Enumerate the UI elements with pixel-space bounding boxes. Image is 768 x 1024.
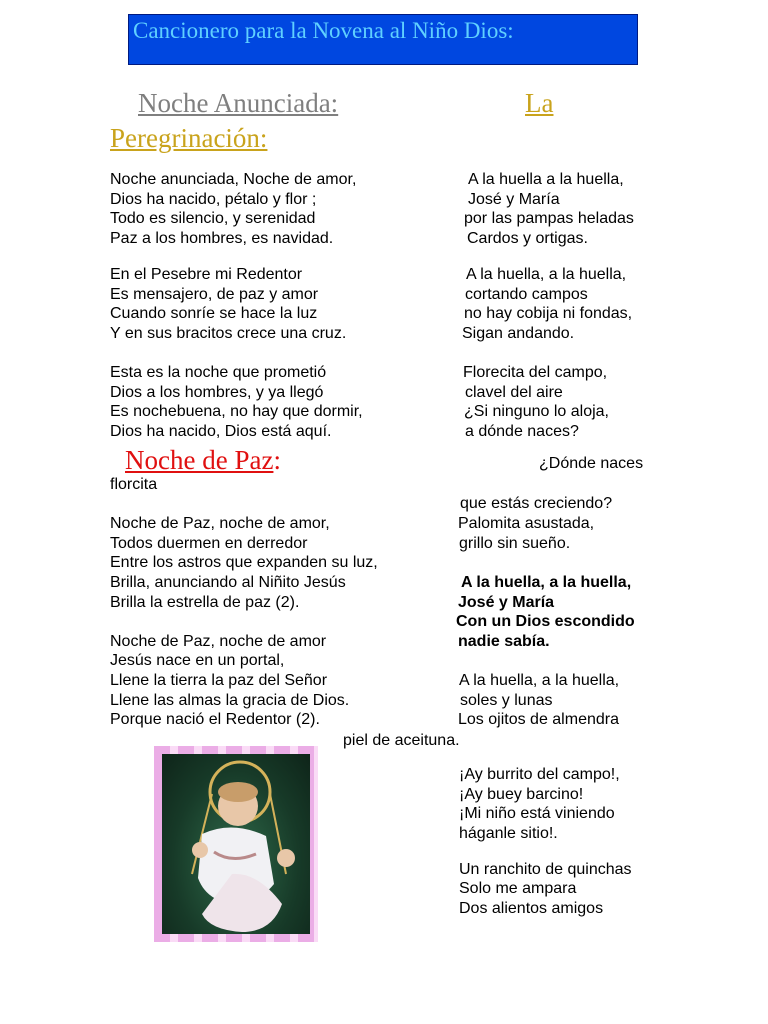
lyric-line: Florecita del campo, xyxy=(463,364,608,381)
lyric-line: Es nochebuena, no hay que dormir, xyxy=(110,403,363,420)
heading-peregrinacion: Peregrinación: xyxy=(110,123,268,153)
lyric-line: cortando campos xyxy=(465,286,588,303)
lyric-line: florcita xyxy=(110,476,158,493)
lyric-line: Un ranchito de quinchas xyxy=(459,861,632,878)
nino-dios-photo xyxy=(154,746,318,942)
lyric-line: Dios ha nacido, pétalo y flor ; xyxy=(110,191,317,208)
lyric-line: Palomita asustada, xyxy=(458,515,595,532)
lyric-line: clavel del aire xyxy=(465,384,563,401)
banner-title: Cancionero para la Novena al Niño Dios: xyxy=(133,18,514,43)
lyric-line: Paz a los hombres, es navidad. xyxy=(110,230,334,247)
lyric-line: Dios ha nacido, Dios está aquí. xyxy=(110,423,332,440)
lyric-line: Noche de Paz, noche de amor xyxy=(110,633,327,650)
lyric-line: Cuando sonríe se hace la luz xyxy=(110,305,318,322)
lyric-line: Y en sus bracitos crece una cruz. xyxy=(110,325,347,342)
lyric-line: háganle sitio!. xyxy=(459,825,558,842)
lyric-line: Brilla, anunciando al Niñito Jesús xyxy=(110,574,346,591)
heading-noche-anunciada: Noche Anunciada: xyxy=(138,88,339,118)
lyric-line: ¡Mi niño está viniendo xyxy=(459,805,615,822)
lyric-line: Brilla la estrella de paz (2). xyxy=(110,594,300,611)
lyric-line: Los ojitos de almendra xyxy=(458,711,619,728)
baby-jesus-figure xyxy=(162,754,310,934)
lyric-line: Esta es la noche que prometió xyxy=(110,364,327,381)
lyric-line: ¡Ay burrito del campo!, xyxy=(459,766,620,783)
lyric-line: Cardos y ortigas. xyxy=(467,230,588,247)
lyric-line: Todo es silencio, y serenidad xyxy=(110,210,316,227)
heading-noche-de-paz-colon: : xyxy=(273,445,281,475)
lyric-line: A la huella, a la huella, xyxy=(459,672,620,689)
lyric-line: ¿Si ninguno lo aloja, xyxy=(464,403,609,420)
lyric-line: Noche anunciada, Noche de amor, xyxy=(110,171,357,188)
lyric-line: Llene las almas la gracia de Dios. xyxy=(110,692,350,709)
heading-la: La xyxy=(525,88,554,118)
lyric-line: piel de aceituna. xyxy=(343,732,460,749)
lyric-line: no hay cobija ni fondas, xyxy=(464,305,633,322)
lyric-line: Porque nació el Redentor (2). xyxy=(110,711,320,728)
lyric-line: por las pampas heladas xyxy=(464,210,634,227)
lyric-line: Sigan andando. xyxy=(462,325,575,342)
lyric-line: ¡Ay buey barcino! xyxy=(459,786,584,803)
lyric-line: que estás creciendo? xyxy=(460,495,613,512)
lyric-line: Dios a los hombres, y ya llegó xyxy=(110,384,324,401)
lyric-line: Entre los astros que expanden su luz, xyxy=(110,554,378,571)
lyric-line: Llene la tierra la paz del Señor xyxy=(110,672,328,689)
chorus-line: A la huella, a la huella, xyxy=(461,574,632,591)
lyric-line: a dónde naces? xyxy=(465,423,579,440)
lyric-line: Jesús nace en un portal, xyxy=(110,652,285,669)
chorus-line: nadie sabía. xyxy=(458,633,550,650)
lyric-line: grillo sin sueño. xyxy=(459,535,571,552)
title-banner xyxy=(128,14,638,65)
lyric-line: José y María xyxy=(468,191,560,208)
photo-image xyxy=(162,754,310,934)
heading-noche-de-paz-text: Noche de Paz xyxy=(125,445,274,475)
lyric-line: soles y lunas xyxy=(460,692,553,709)
lyric-line: Es mensajero, de paz y amor xyxy=(110,286,319,303)
lyric-line: ¿Dónde naces xyxy=(539,455,644,472)
lyric-line: A la huella a la huella, xyxy=(468,171,624,188)
chorus-line: Con un Dios escondido xyxy=(456,613,635,630)
lyric-line: En el Pesebre mi Redentor xyxy=(110,266,303,283)
lyric-line: Noche de Paz, noche de amor, xyxy=(110,515,330,532)
chorus-line: José y María xyxy=(458,594,555,611)
heading-noche-de-paz xyxy=(125,445,281,475)
lyric-line: Solo me ampara xyxy=(459,880,577,897)
lyric-line: A la huella, a la huella, xyxy=(466,266,627,283)
lyric-line: Dos alientos amigos xyxy=(459,900,604,917)
lyric-line: Todos duermen en derredor xyxy=(110,535,308,552)
